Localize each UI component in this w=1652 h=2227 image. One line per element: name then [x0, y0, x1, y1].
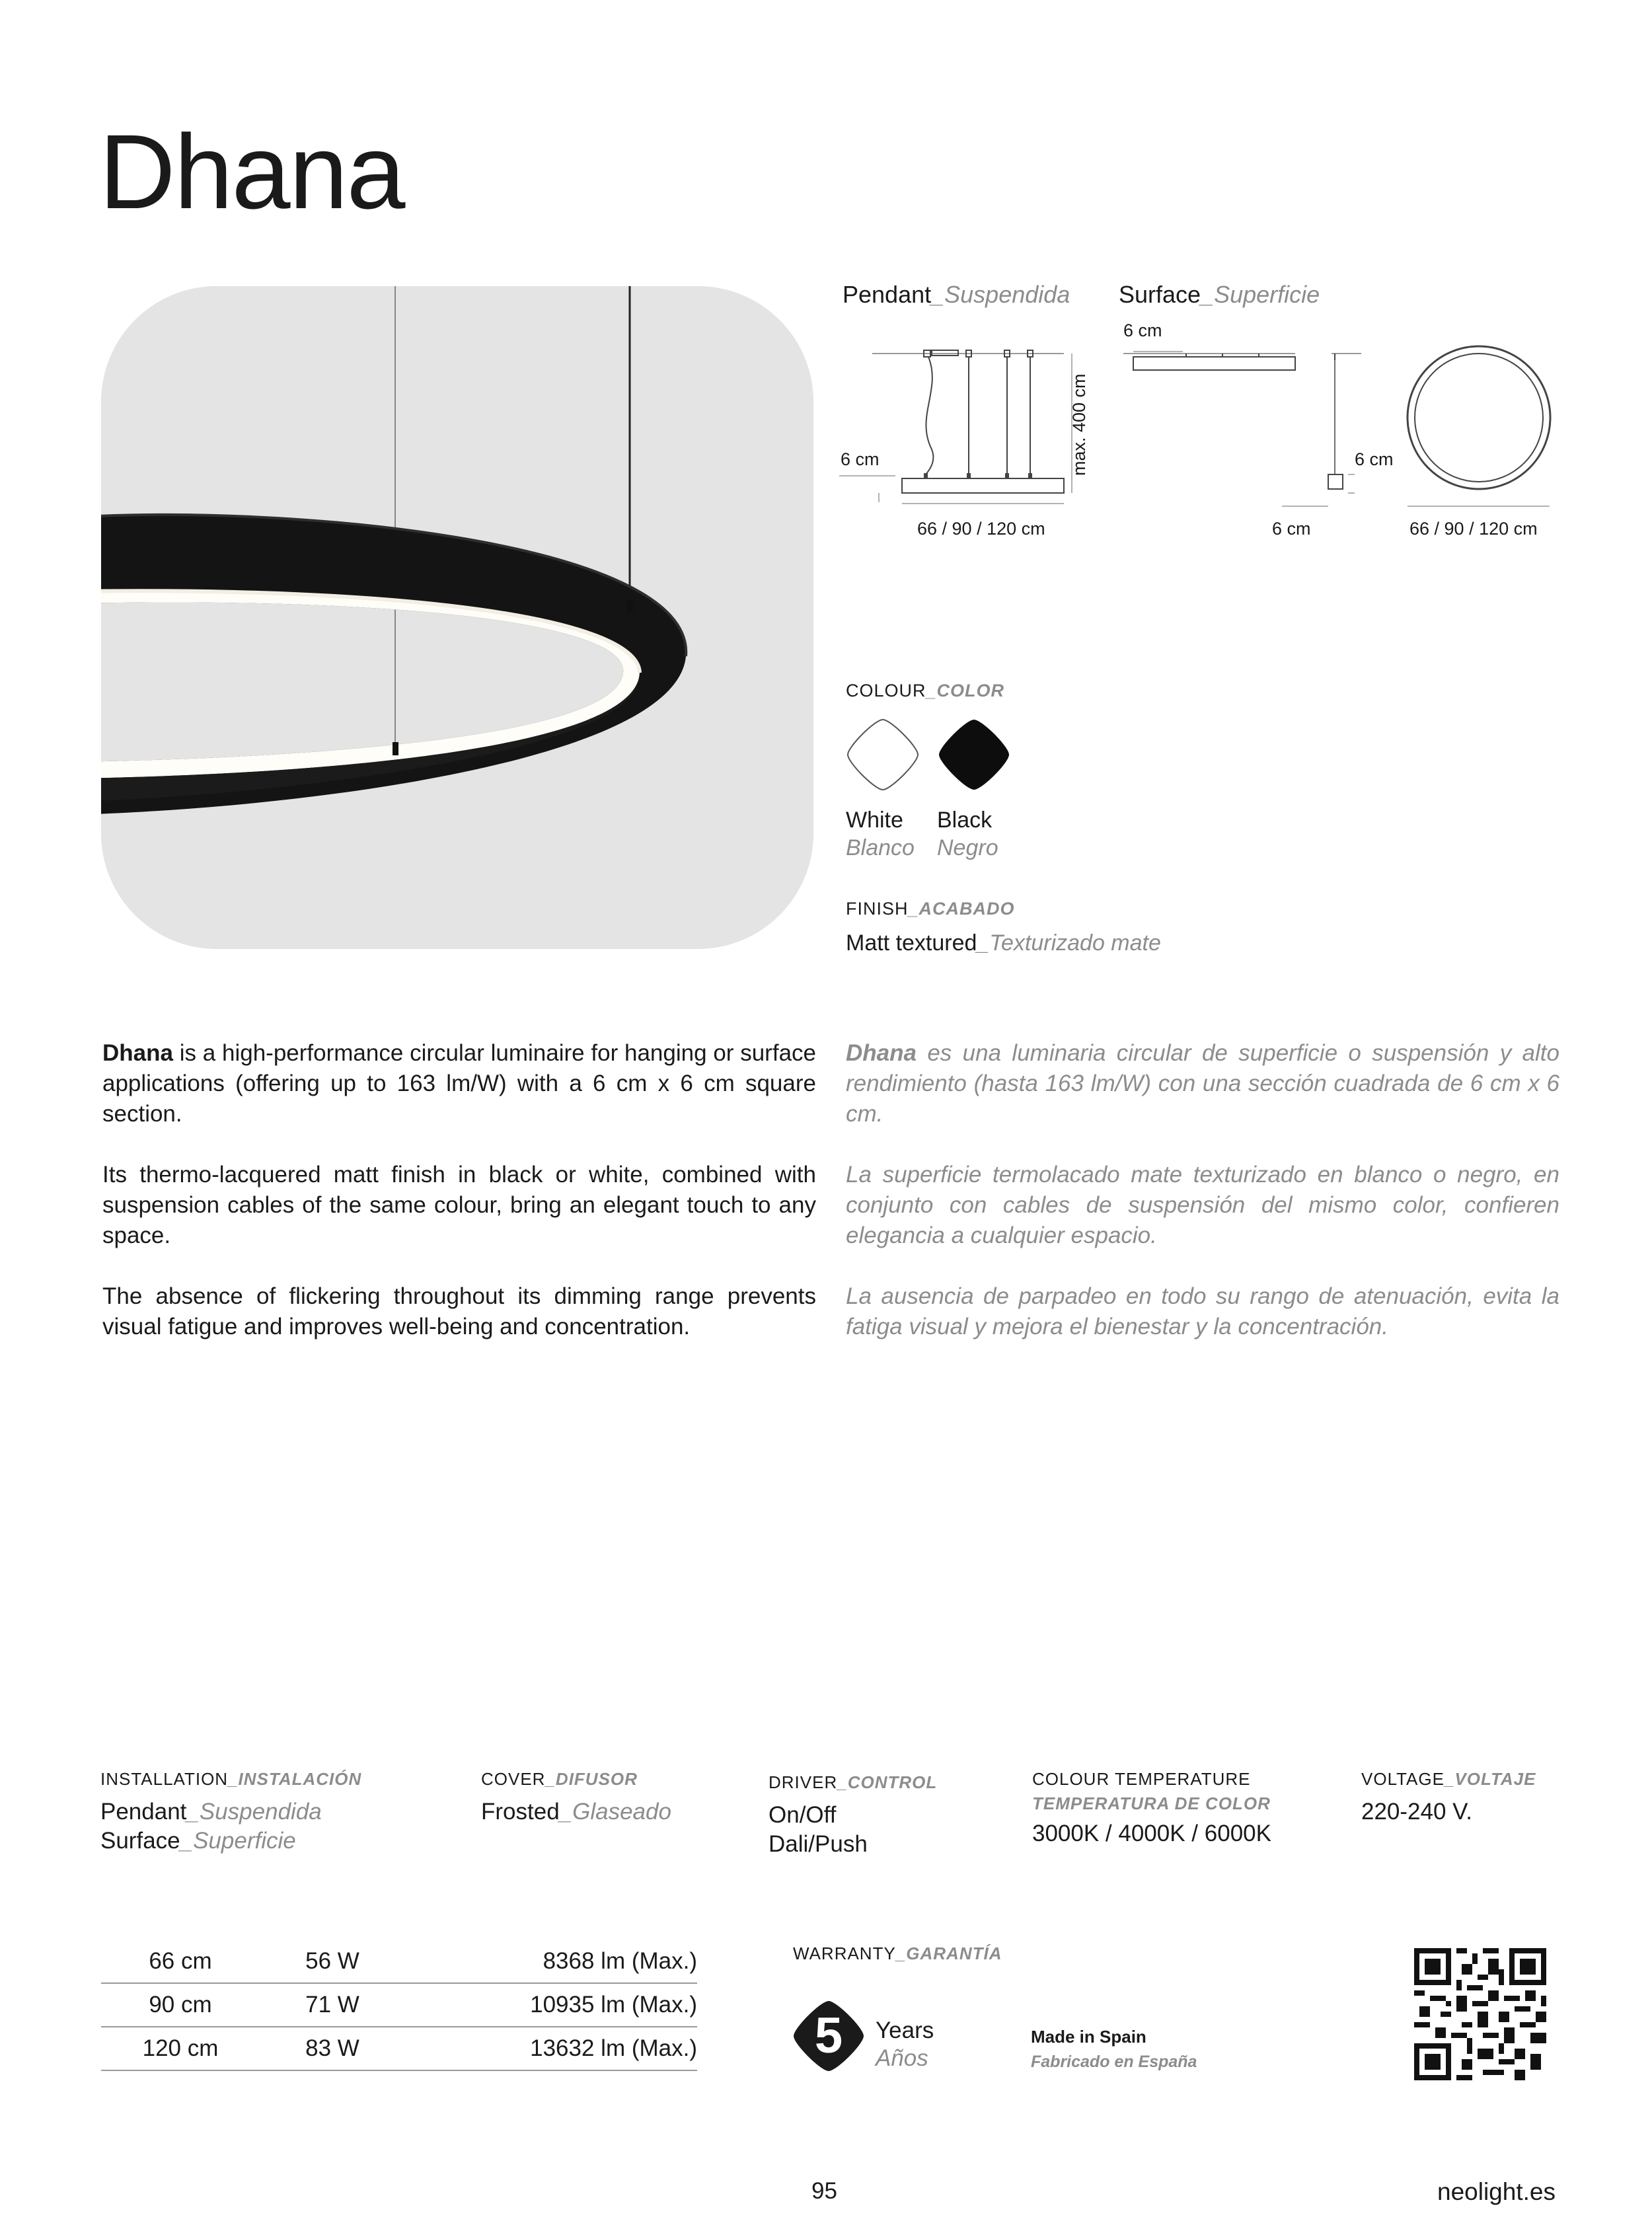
table-row: [101, 1940, 697, 1983]
table-cell-power: 83 W: [260, 2027, 405, 2070]
colour-black-label: Black Negro: [937, 808, 998, 860]
table-cell-lumens: 10935 lm (Max.): [405, 1983, 697, 2027]
spec-cover-v1: Frosted_Glaseado: [481, 1799, 671, 1825]
finish-value: Matt textured_Texturizado mate: [846, 930, 1161, 956]
colour-heading: COLOUR_COLOR: [846, 681, 1005, 700]
description-es-p2: La superficie termolacado mate texturizado en blanco o negro, en conjunto con cables de suspensión del mismo color, confieren elegancia a cualquier espacio.: [846, 1162, 1559, 1248]
table-row: [101, 2027, 697, 2070]
spec-installation: [100, 1769, 361, 1856]
product-photo: [101, 286, 813, 949]
qr-code-image: [1414, 1948, 1546, 2080]
spec-voltage: [1361, 1769, 1536, 1827]
spec-voltage-heading: VOLTAGE_VOLTAJE: [1361, 1769, 1536, 1789]
dim-pendant-section: 6 cm: [841, 449, 880, 469]
table-cell-size: 90 cm: [101, 1983, 260, 2027]
warranty-heading: WARRANTY_GARANTÍA: [793, 1944, 1002, 1963]
dim-section-height: 6 cm: [1355, 449, 1394, 469]
colour-white-label: White Blanco: [846, 808, 915, 860]
surface-diagram-heading: Surface_Superficie: [1119, 281, 1320, 308]
description-en-p1: Dhana is a high-performance circular luminaire for hanging or surface applications (offering up to 163 lm/W) with a 6 cm x 6 cm square section.: [102, 1040, 816, 1127]
description-en: [102, 1038, 816, 1342]
dim-max-height: max. 400 cm: [1069, 373, 1089, 476]
qr-code[interactable]: [1414, 1948, 1546, 2080]
spec-colour-temperature: [1032, 1769, 1271, 1848]
spec-installation-v2: Surface_Superficie: [100, 1828, 296, 1854]
table-cell-lumens: 13632 lm (Max.): [405, 2027, 697, 2070]
spec-driver: [769, 1772, 937, 1859]
power-table: [101, 1940, 697, 2071]
page-number: 95: [811, 2178, 837, 2204]
table-cell-power: 71 W: [260, 1983, 405, 2027]
description-en-p2: Its thermo-lacquered matt finish in black or white, combined with suspension cables of the same colour, bring an elegant touch to any space.: [102, 1162, 816, 1248]
spec-voltage-v1: 220-240 V.: [1361, 1799, 1473, 1825]
dhana-ring-image: [101, 286, 813, 949]
warranty-years-number: 5: [814, 2008, 843, 2064]
spec-colour-temp-heading: COLOUR TEMPERATURE: [1032, 1769, 1251, 1789]
dim-pendant-diameters: 66 / 90 / 120 cm: [917, 519, 1045, 539]
spec-installation-heading: INSTALLATION_INSTALACIÓN: [100, 1769, 362, 1789]
table-cell-power: 56 W: [260, 1940, 405, 1983]
spec-colour-temp-heading-es: TEMPERATURA DE COLOR: [1032, 1793, 1271, 1813]
table-cell-size: 66 cm: [101, 1940, 260, 1983]
finish-heading: FINISH_ACABADO: [846, 899, 1015, 919]
spec-colour-temp-v1: 3000K / 4000K / 6000K: [1032, 1821, 1271, 1846]
warranty-badge-icon: [792, 1999, 866, 2073]
white-swatch-shape: [846, 718, 920, 792]
colour-swatch-white[interactable]: [846, 718, 920, 795]
spec-driver-heading: DRIVER_CONTROL: [769, 1772, 938, 1792]
spec-installation-v1: Pendant_Suspendida: [100, 1799, 322, 1825]
dim-section-width: 6 cm: [1272, 519, 1311, 539]
table-cell-lumens: 8368 lm (Max.): [405, 1940, 697, 1983]
warranty-years: Years Años: [876, 2018, 934, 2071]
website-link[interactable]: neolight.es: [1437, 2178, 1556, 2205]
dim-surface-height: 6 cm: [1123, 321, 1162, 340]
description-es-p1: Dhana es una luminaria circular de superficie o suspensión y alto rendimiento (hasta 163 lm/W) con una sección cuadrada de 6 cm x 6 cm.: [846, 1040, 1559, 1127]
table-cell-size: 120 cm: [101, 2027, 260, 2070]
spec-cover-heading: COVER_DIFUSOR: [481, 1769, 638, 1789]
table-row: [101, 1983, 697, 2027]
spec-driver-v1: On/Off: [769, 1802, 837, 1828]
made-in: Made in Spain Fabricado en España: [1031, 2027, 1197, 2071]
description-en-p3: The absence of flickering throughout its dimming range prevents visual fatigue and improves well-being and concentration.: [102, 1283, 816, 1340]
spec-driver-v2: Dali/Push: [769, 1831, 868, 1857]
colour-swatch-black[interactable]: [937, 718, 1011, 795]
pendant-diagram-heading: Pendant_Suspendida: [843, 281, 1070, 308]
description-es: [846, 1038, 1559, 1342]
dimension-diagrams: [826, 317, 1573, 542]
description-es-p3: La ausencia de parpadeo en todo su rango de atenuación, evita la fatiga visual y mejora el bienestar y la concentración.: [846, 1283, 1559, 1340]
dim-surface-diameters: 66 / 90 / 120 cm: [1409, 519, 1538, 539]
page-title: Dhana: [99, 112, 404, 231]
spec-cover: [481, 1769, 671, 1827]
black-swatch-shape: [937, 718, 1011, 792]
